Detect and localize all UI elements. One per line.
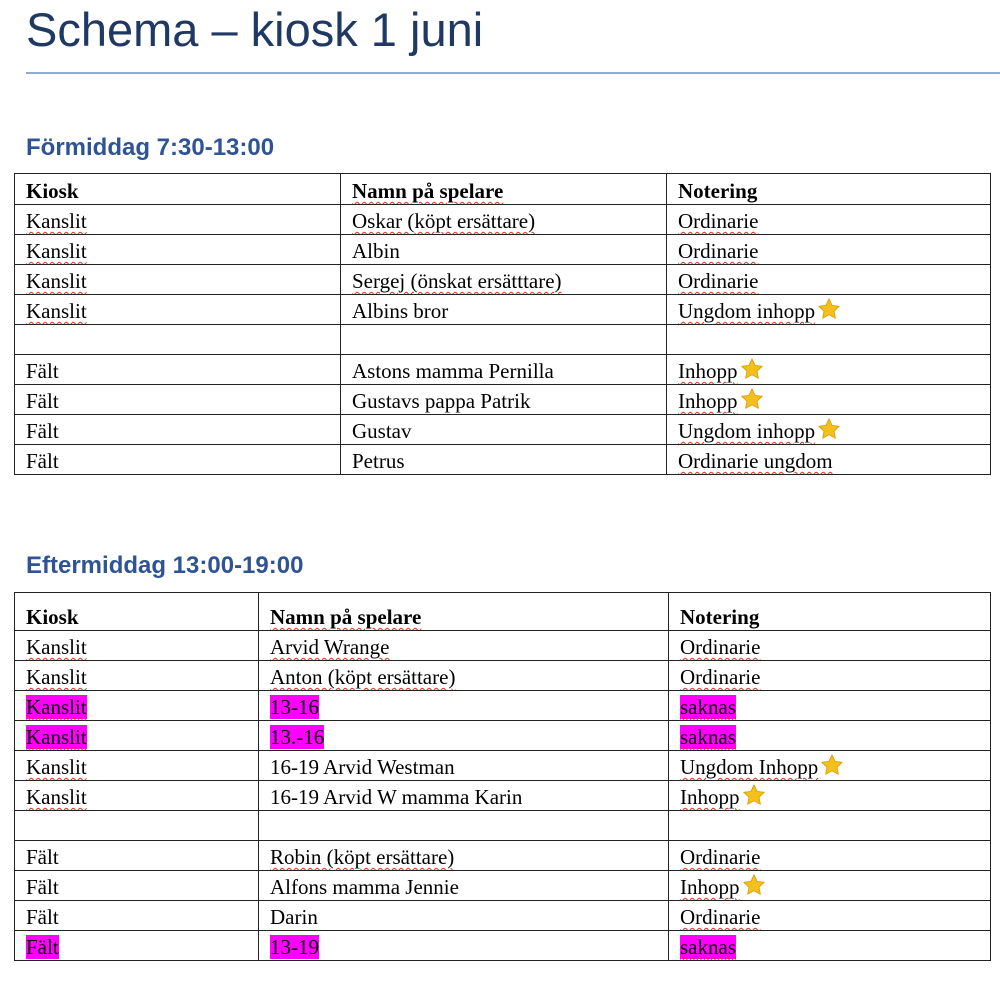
cell-note	[667, 355, 991, 385]
column-header-label: Namn på spelare	[352, 179, 504, 203]
cell-kiosk	[15, 385, 341, 415]
cell-note	[669, 661, 991, 691]
column-header	[15, 174, 341, 205]
table-row	[15, 385, 991, 415]
table-row	[15, 781, 991, 811]
cell-kiosk-text: Kanslit	[26, 269, 87, 293]
cell-name	[259, 901, 669, 931]
column-header-label: Kiosk	[26, 179, 79, 203]
cell-note	[669, 781, 991, 811]
cell-kiosk-text: Kanslit	[26, 785, 87, 809]
cell-note	[669, 631, 991, 661]
cell-note	[667, 265, 991, 295]
cell-note-text: Ordinarie	[678, 269, 759, 293]
table-row	[15, 325, 991, 355]
table-row	[15, 871, 991, 901]
cell-note-text: Inhopp	[678, 359, 738, 383]
cell-name-text: Albin	[352, 239, 400, 263]
cell-note-text: Inhopp	[680, 785, 740, 809]
cell-kiosk	[15, 415, 341, 445]
cell-name	[259, 661, 669, 691]
cell-name-text: 13-19	[270, 935, 319, 959]
cell-note-text: Inhopp	[680, 875, 740, 899]
cell-name-text: 13-16	[270, 695, 319, 719]
cell-name	[341, 445, 667, 475]
column-header-label: Notering	[680, 605, 760, 629]
schedule-table-morning	[14, 173, 991, 475]
cell-name-text: Anton (köpt ersättare)	[270, 665, 456, 689]
column-header-label: Notering	[678, 179, 758, 203]
column-header	[669, 593, 991, 631]
cell-name	[341, 415, 667, 445]
cell-kiosk	[15, 205, 341, 235]
cell-note-text: Ordinarie ungdom	[678, 449, 833, 473]
cell-name	[341, 205, 667, 235]
star-icon	[742, 873, 766, 897]
cell-kiosk	[15, 841, 259, 871]
cell-kiosk-text: Fält	[26, 935, 59, 959]
table-row	[15, 415, 991, 445]
cell-name-text: Darin	[270, 905, 318, 929]
cell-name	[259, 751, 669, 781]
cell-kiosk-text: Kanslit	[26, 239, 87, 263]
title-divider	[26, 72, 1000, 74]
table-row	[15, 901, 991, 931]
cell-note	[667, 445, 991, 475]
cell-kiosk	[15, 931, 259, 961]
cell-name	[259, 931, 669, 961]
cell-kiosk	[15, 661, 259, 691]
cell-kiosk	[15, 781, 259, 811]
cell-name	[341, 355, 667, 385]
cell-note-text: Ordinarie	[678, 239, 759, 263]
table-header-row	[15, 174, 991, 205]
star-icon	[740, 387, 764, 411]
cell-note-text: Ordinarie	[680, 635, 761, 659]
cell-note	[669, 841, 991, 871]
cell-kiosk-text: Kanslit	[26, 635, 87, 659]
cell-kiosk	[15, 811, 259, 841]
cell-name-text: Oskar (köpt ersättare)	[352, 209, 536, 233]
cell-name-text: 16-19 Arvid Westman	[270, 755, 455, 779]
cell-note-text: saknas	[680, 725, 736, 749]
cell-kiosk-text: Kanslit	[26, 209, 87, 233]
cell-note	[667, 325, 991, 355]
cell-name	[341, 265, 667, 295]
column-header-label: Namn på spelare	[270, 605, 422, 629]
cell-note	[667, 235, 991, 265]
cell-kiosk-text: Kanslit	[26, 695, 87, 719]
section-heading-morning: Förmiddag 7:30-13:00	[26, 134, 275, 161]
cell-note-text: saknas	[680, 935, 736, 959]
cell-name	[341, 325, 667, 355]
cell-name	[259, 841, 669, 871]
cell-kiosk-text: Kanslit	[26, 755, 87, 779]
cell-name	[259, 781, 669, 811]
table-row	[15, 265, 991, 295]
star-icon	[817, 417, 841, 441]
cell-name-text: Albins bror	[352, 299, 449, 323]
cell-kiosk-text: Kanslit	[26, 725, 87, 749]
table-row	[15, 295, 991, 325]
cell-kiosk	[15, 355, 341, 385]
cell-note	[667, 295, 991, 325]
cell-note-text: Ordinarie	[680, 905, 761, 929]
table-header-row	[15, 593, 991, 631]
star-icon	[820, 753, 844, 777]
cell-note	[669, 871, 991, 901]
cell-note-text: Ordinarie	[680, 665, 761, 689]
cell-name-text: Astons mamma Pernilla	[352, 359, 554, 383]
table-row	[15, 631, 991, 661]
cell-kiosk	[15, 445, 341, 475]
cell-note-text: Ordinarie	[678, 209, 759, 233]
cell-name-text: Robin (köpt ersättare)	[270, 845, 455, 869]
cell-note-text: Ungdom inhopp	[678, 419, 816, 443]
cell-note-text: saknas	[680, 695, 736, 719]
cell-name	[259, 811, 669, 841]
cell-name-text: 13.-16	[270, 725, 325, 749]
cell-kiosk-text: Fält	[26, 905, 59, 929]
star-icon	[740, 357, 764, 381]
cell-name-text: Sergej (önskat ersätttare)	[352, 269, 562, 293]
cell-name	[341, 295, 667, 325]
table-row	[15, 235, 991, 265]
cell-kiosk-text: Fält	[26, 389, 59, 413]
table-row	[15, 811, 991, 841]
table-row	[15, 931, 991, 961]
cell-name	[259, 721, 669, 751]
cell-name-text: Gustav	[352, 419, 412, 443]
cell-kiosk	[15, 721, 259, 751]
cell-name-text: Gustavs pappa Patrik	[352, 389, 531, 413]
table-row	[15, 205, 991, 235]
table-row	[15, 721, 991, 751]
page-title: Schema – kiosk 1 juni	[26, 3, 484, 56]
cell-note	[669, 721, 991, 751]
cell-name	[259, 691, 669, 721]
cell-note	[669, 901, 991, 931]
cell-note	[669, 931, 991, 961]
cell-kiosk	[15, 871, 259, 901]
table-row	[15, 661, 991, 691]
cell-kiosk-text: Fält	[26, 845, 59, 869]
cell-name-text: Arvid Wrange	[270, 635, 390, 659]
table-row	[15, 691, 991, 721]
cell-note	[669, 751, 991, 781]
cell-kiosk	[15, 295, 341, 325]
cell-kiosk-text: Fält	[26, 359, 59, 383]
table-row	[15, 841, 991, 871]
star-icon	[817, 297, 841, 321]
cell-note-text: Ungdom Inhopp	[680, 755, 819, 779]
column-header	[667, 174, 991, 205]
cell-kiosk	[15, 691, 259, 721]
column-header	[15, 593, 259, 631]
cell-name	[341, 385, 667, 415]
cell-note-text: Inhopp	[678, 389, 738, 413]
table-row	[15, 445, 991, 475]
table-row	[15, 355, 991, 385]
cell-kiosk-text: Fält	[26, 449, 59, 473]
cell-kiosk-text: Kanslit	[26, 299, 87, 323]
schedule-table-afternoon	[14, 592, 991, 961]
column-header	[259, 593, 669, 631]
section-heading-afternoon: Eftermiddag 13:00-19:00	[26, 552, 304, 579]
cell-note	[669, 691, 991, 721]
cell-kiosk	[15, 235, 341, 265]
cell-kiosk-text: Kanslit	[26, 665, 87, 689]
cell-note-text: Ungdom inhopp	[678, 299, 816, 323]
cell-kiosk	[15, 265, 341, 295]
table-row	[15, 751, 991, 781]
column-header	[341, 174, 667, 205]
star-icon	[742, 783, 766, 807]
cell-note	[669, 811, 991, 841]
column-header-label: Kiosk	[26, 605, 79, 629]
cell-kiosk	[15, 901, 259, 931]
cell-note	[667, 415, 991, 445]
cell-kiosk	[15, 751, 259, 781]
cell-name-text: Alfons mamma Jennie	[270, 875, 459, 899]
cell-name	[259, 871, 669, 901]
cell-kiosk	[15, 325, 341, 355]
cell-kiosk-text: Fält	[26, 419, 59, 443]
cell-note	[667, 385, 991, 415]
cell-name	[259, 631, 669, 661]
cell-name-text: 16-19 Arvid W mamma Karin	[270, 785, 523, 809]
cell-name-text: Petrus	[352, 449, 405, 473]
cell-note-text: Ordinarie	[680, 845, 761, 869]
cell-name	[341, 235, 667, 265]
cell-kiosk	[15, 631, 259, 661]
cell-note	[667, 205, 991, 235]
cell-kiosk-text: Fält	[26, 875, 59, 899]
